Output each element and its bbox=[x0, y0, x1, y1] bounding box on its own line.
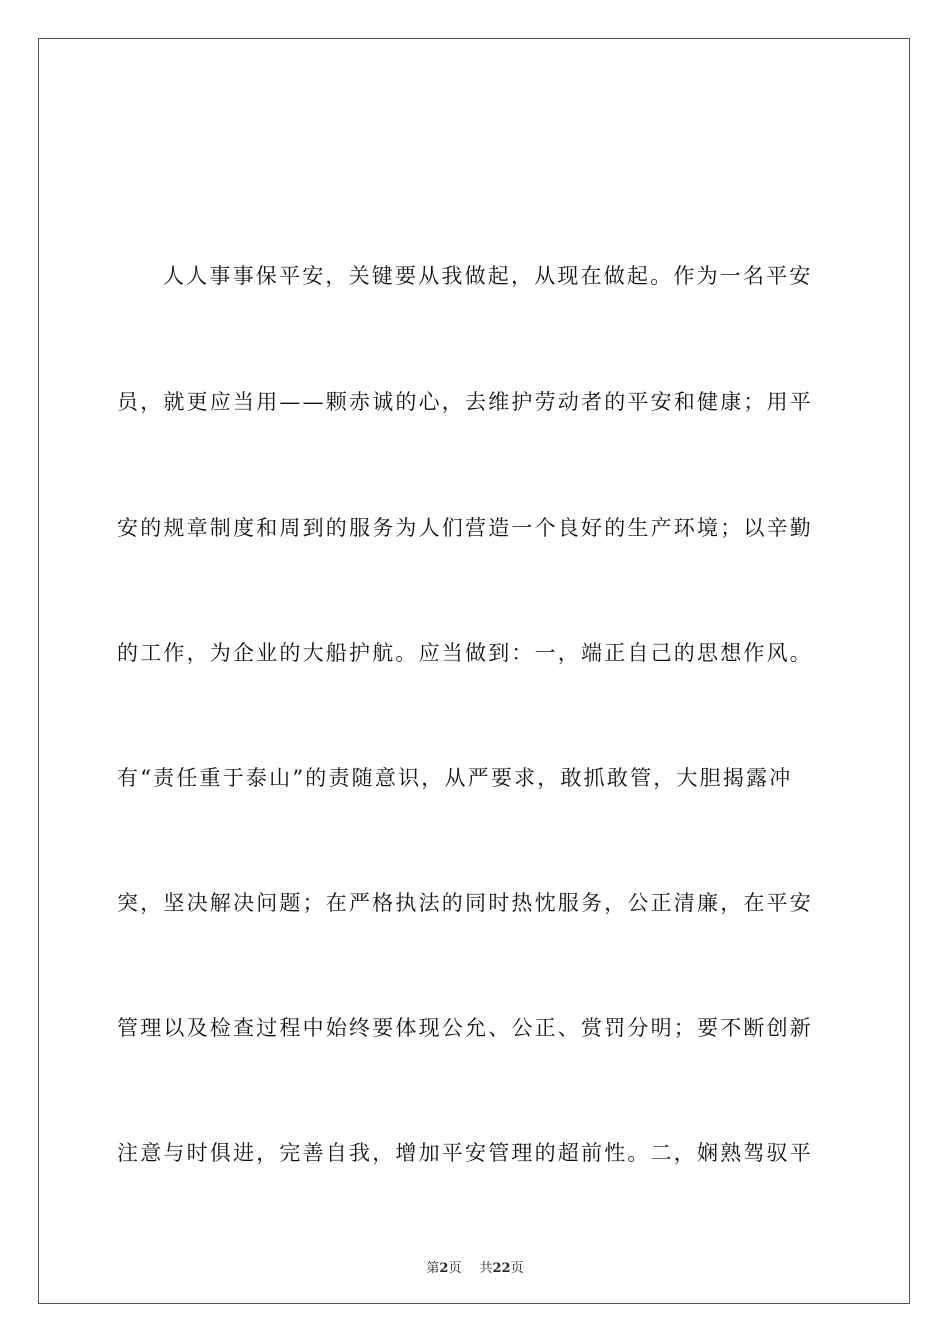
page-prefix: 第 bbox=[426, 1261, 440, 1276]
total-prefix: 共 bbox=[479, 1261, 493, 1276]
paragraph-line-2: 员，就更应当用——颗赤诚的心，去维护劳动者的平安和健康；用平 bbox=[117, 390, 813, 414]
page-suffix: 页 bbox=[448, 1261, 462, 1276]
total-pages: 22 bbox=[492, 1261, 511, 1276]
paragraph-line-6: 突，坚决解决问题；在严格执法的同时热忱服务，公正清廉，在平安 bbox=[117, 891, 813, 915]
paragraph-line-5: 有“责任重于泰山”的责随意识，从严要求，敢抓敢管，大胆揭露冲 bbox=[117, 766, 793, 790]
page-footer bbox=[39, 1257, 911, 1276]
total-suffix: 页 bbox=[510, 1261, 524, 1276]
paragraph-line-4: 的工作，为企业的大船护航。应当做到：一，端正自己的思想作风。 bbox=[117, 641, 813, 665]
paragraph-line-8: 注意与时俱进，完善自我，增加平安管理的超前性。二，娴熟驾驭平 bbox=[117, 1141, 813, 1165]
paragraph-line-1: 人人事事保平安，关键要从我做起，从现在做起。作为一名平安 bbox=[163, 264, 813, 288]
page-frame bbox=[38, 38, 910, 1304]
paragraph-line-7: 管理以及检查过程中始终要体现公允、公正、赏罚分明；要不断创新 bbox=[117, 1016, 813, 1040]
page-number: 2 bbox=[439, 1261, 449, 1276]
paragraph-line-3: 安的规章制度和周到的服务为人们营造一个良好的生产环境；以辛勤 bbox=[117, 516, 813, 540]
